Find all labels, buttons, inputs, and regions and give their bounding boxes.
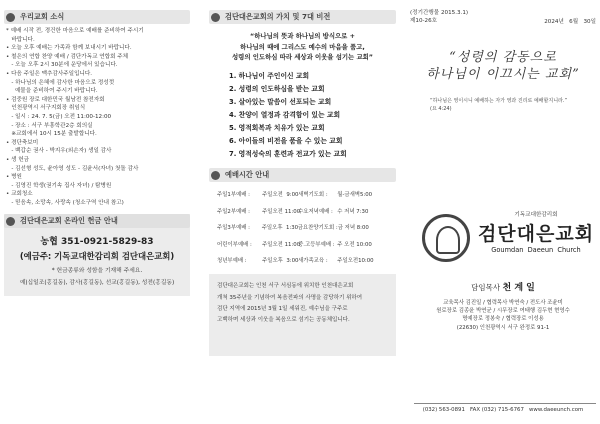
pastor-block (406, 280, 600, 332)
news-line: - 김선형 성도, 윤아영 성도 - 김윤서(자녀) 첫돌 감사 (6, 165, 139, 172)
staff-line: (22630) 인천광역시 서구 완정로 91-1 (456, 324, 550, 331)
schedule-cell: 주일오후 3:00 (262, 258, 299, 265)
registration-number: (정기간행물 2015.3.1) (410, 10, 469, 16)
bulletin-date: 2024년 6월 30일 (544, 19, 596, 25)
schedule-cell: 새벽기도회 : (298, 192, 328, 199)
vision-item: 2. 성령의 인도하심을 받는 교회 (229, 84, 325, 93)
left-panel (0, 0, 196, 424)
bank-info (4, 234, 190, 286)
vision-item: 6. 아이들의 비전을 품을 수 있는 교회 (229, 137, 343, 146)
schedule-cell: 새가족교육 : (298, 258, 328, 265)
schedule-cell: 주일오전 9:00 (262, 192, 299, 199)
vision-list (229, 70, 396, 162)
vision-item: 4. 찬양이 열정과 감격함이 있는 교회 (229, 111, 341, 120)
vision-section-title: 검단대은교회의 가치 및 7대 비전 (225, 12, 331, 21)
intro-line: 검단 지역에 2015년 3월 1일 세워진, 예수님을 구주로 (217, 305, 348, 312)
verse-reference: (요 4:24) (430, 106, 452, 112)
news-line: - 김영진 학생(권기속 집사 자녀) / 탐병원 (6, 182, 112, 189)
schedule-cell: 주일오후 1:30 (261, 225, 299, 232)
vision-quote-line: 성령의 인도하심 따라 세상과 이웃을 섬기는 교회” (231, 53, 373, 62)
church-introduction (209, 274, 396, 356)
news-line: ※교회에서 10시 15분 출발합니다. (6, 131, 97, 138)
vision-item: 7. 영적성숙의 훈련과 전교가 있는 교회 (229, 150, 347, 159)
news-line: * 예배 시작 전, 경건한 마음으로 예배를 준비하여 주시기 (6, 28, 144, 34)
schedule-cell: 중.고등부예배 : (298, 241, 335, 248)
news-section-title: 우리교회 소식 (20, 12, 65, 21)
news-line: • 검중원 장로 대한민국 월남전 참전자회 (6, 96, 105, 103)
pastor-role: 담임목사 (471, 283, 501, 292)
online-offering-block (4, 214, 190, 296)
schedule-cell: 주일1부예배 : (217, 192, 250, 199)
church-brand (474, 210, 598, 254)
news-line: 인천광역시 서구지회장 취임식 (6, 105, 86, 112)
news-line: - 일시 : 24. 7. 5(금) 오전 11:00-12:00 (6, 113, 112, 120)
intro-line: 검단대은교회는 인천 서구 서심동에 위치한 인천대은교회 (217, 283, 354, 290)
schedule-cell: 금요찬양기도회 : (297, 225, 338, 232)
bulletin-header (410, 9, 596, 25)
news-line: - 장소 : 서구 부흥학관2층 회의실 (6, 122, 93, 129)
news-line: 예물을 준비하여 주시기 바랍니다. (6, 88, 98, 95)
vision-quote (209, 31, 396, 63)
church-name-korean: 검단대은교회 (477, 223, 595, 245)
schedule-cell: 수 저녁 7:30 (337, 208, 369, 215)
staff-line: 명예장로 정봉숙 / 협력장로 이성용 (462, 316, 544, 323)
bullet-circle-icon (211, 171, 220, 180)
schedule-row (217, 220, 396, 236)
headline-line: 하나님이 이끄시는 교회” (426, 67, 580, 82)
news-line: • 경단축보미 (6, 139, 39, 146)
church-logo-area (414, 210, 600, 270)
staff-list (406, 299, 600, 332)
worship-schedule (217, 187, 396, 269)
schedule-section-header (209, 168, 396, 182)
vision-item: 5. 영적회복과 치유가 있는 교회 (229, 124, 325, 133)
news-line: • 생 헌금 (6, 156, 30, 163)
bullet-circle-icon (211, 13, 220, 22)
schedule-section-title: 예배시간 안내 (225, 170, 270, 180)
news-line: • 병원 (6, 174, 22, 181)
news-line: • 교회청소 (6, 191, 33, 198)
intro-line: 고백하며 세상과 이웃을 복음으로 섬기는 공동체입니다. (217, 317, 350, 324)
headline-line: “성령의 감동으로 (449, 50, 557, 65)
church-emblem-icon (422, 214, 470, 262)
intro-line: 개척 35주년을 기념하여 복음전파의 사명을 감당하기 위하여 (217, 294, 363, 301)
news-line: - 오늘 오후 2시 30분에 운당에서 있습니다. (6, 62, 118, 69)
bullet-circle-icon (6, 217, 15, 226)
schedule-cell: 월-금새벽5:00 (337, 192, 373, 199)
vision-quote-line: “하나님의 뜻과 하나님의 방식으로 + (250, 32, 355, 40)
news-line: • 오늘 오후 예배는 가족과 함께 보내시기 바랍니다. (6, 45, 132, 52)
schedule-row (217, 237, 396, 253)
account-holder: (예금주: 기독교대한감리회 검단대은교회) (19, 251, 175, 262)
schedule-cell: 수요저녁예배 : (298, 208, 333, 215)
vision-item: 1. 하나님이 주인이신 교회 (229, 71, 310, 80)
vision-section-header (209, 10, 396, 24)
right-panel (406, 0, 600, 424)
schedule-cell: 주일오전10:00 (337, 258, 374, 265)
schedule-cell: 주일오전 11:00 (262, 208, 301, 215)
verse-text: “하나님은 영이시니 예배하는 자가 영과 진리로 예배할지니라.” (430, 98, 568, 104)
offering-section-title: 검단대은교회 온라인 헌금 안내 (20, 216, 118, 226)
bullet-circle-icon (6, 13, 15, 22)
staff-line: 교육목사 김진일 / 협력목사 박연숙 / 전도사 조윤미 (443, 300, 563, 306)
news-line: 바랍니다. (6, 36, 35, 43)
staff-line: 원로장로 김종윤 박연균 / 시무장로 여태행 김두현 현영수 (436, 308, 570, 315)
news-line: • 다음 주일은 맥추감사주일입니다. (6, 70, 93, 77)
offering-section-header (4, 214, 190, 228)
vision-item: 3. 살아있는 말씀이 선포되는 교회 (229, 97, 332, 106)
news-line: • 철은의 연합 찬양 예배 / 검단가독교 연합회 주체 (6, 53, 129, 60)
pastor-name: 천 계 일 (502, 283, 535, 293)
schedule-row (217, 187, 396, 203)
middle-panel (203, 0, 400, 424)
schedule-row (217, 253, 396, 269)
headline-motto (410, 49, 596, 83)
news-section-header (4, 10, 190, 24)
offering-note: * 헌금종류와 성함을 기재해 주세요. (51, 268, 143, 275)
schedule-cell: 주일오전 11:00 (262, 241, 301, 248)
divider (414, 403, 596, 404)
news-line: - 믿음속, 소망속, 사랑속 (청소구역 안내 참고) (6, 199, 124, 206)
offering-example: 예)십일조(홍길동), 감사(홍길동), 선교(홍길동), 성전(홍길동) (19, 280, 175, 287)
scripture-verse (430, 97, 596, 113)
denomination: 기독교대한감리회 (514, 212, 558, 218)
schedule-cell: 주일3부예배 : (217, 225, 250, 232)
schedule-cell: 주 오전 10:00 (337, 241, 372, 248)
schedule-row (217, 204, 396, 220)
bank-account: 농협 351-0921-5829-83 (40, 237, 154, 248)
news-line: - 하나님의 은혜에 감사한 마음으로 정성껏 (6, 79, 115, 86)
schedule-cell: 어린이부예배 : (217, 241, 252, 248)
schedule-cell: 주일2부예배 : (217, 208, 250, 215)
news-line: - 백갑순 권사 - 박지우(외손자) 생일 감사 (6, 148, 112, 155)
contact-info: (032) 563-0891 FAX (032) 715-6767 www.daeeunch.com (422, 407, 584, 413)
schedule-cell: 청년부예배 : (217, 258, 247, 265)
church-name-english: Goumdan Daeeun Church (491, 246, 581, 254)
news-list (6, 27, 190, 207)
vision-quote-line: 하나님의 때에 그리스도 예수의 마음을 품고, (240, 42, 365, 51)
schedule-cell: 금 저녁 8:00 (337, 225, 369, 232)
issue-number: 제10-26호 (410, 18, 438, 24)
